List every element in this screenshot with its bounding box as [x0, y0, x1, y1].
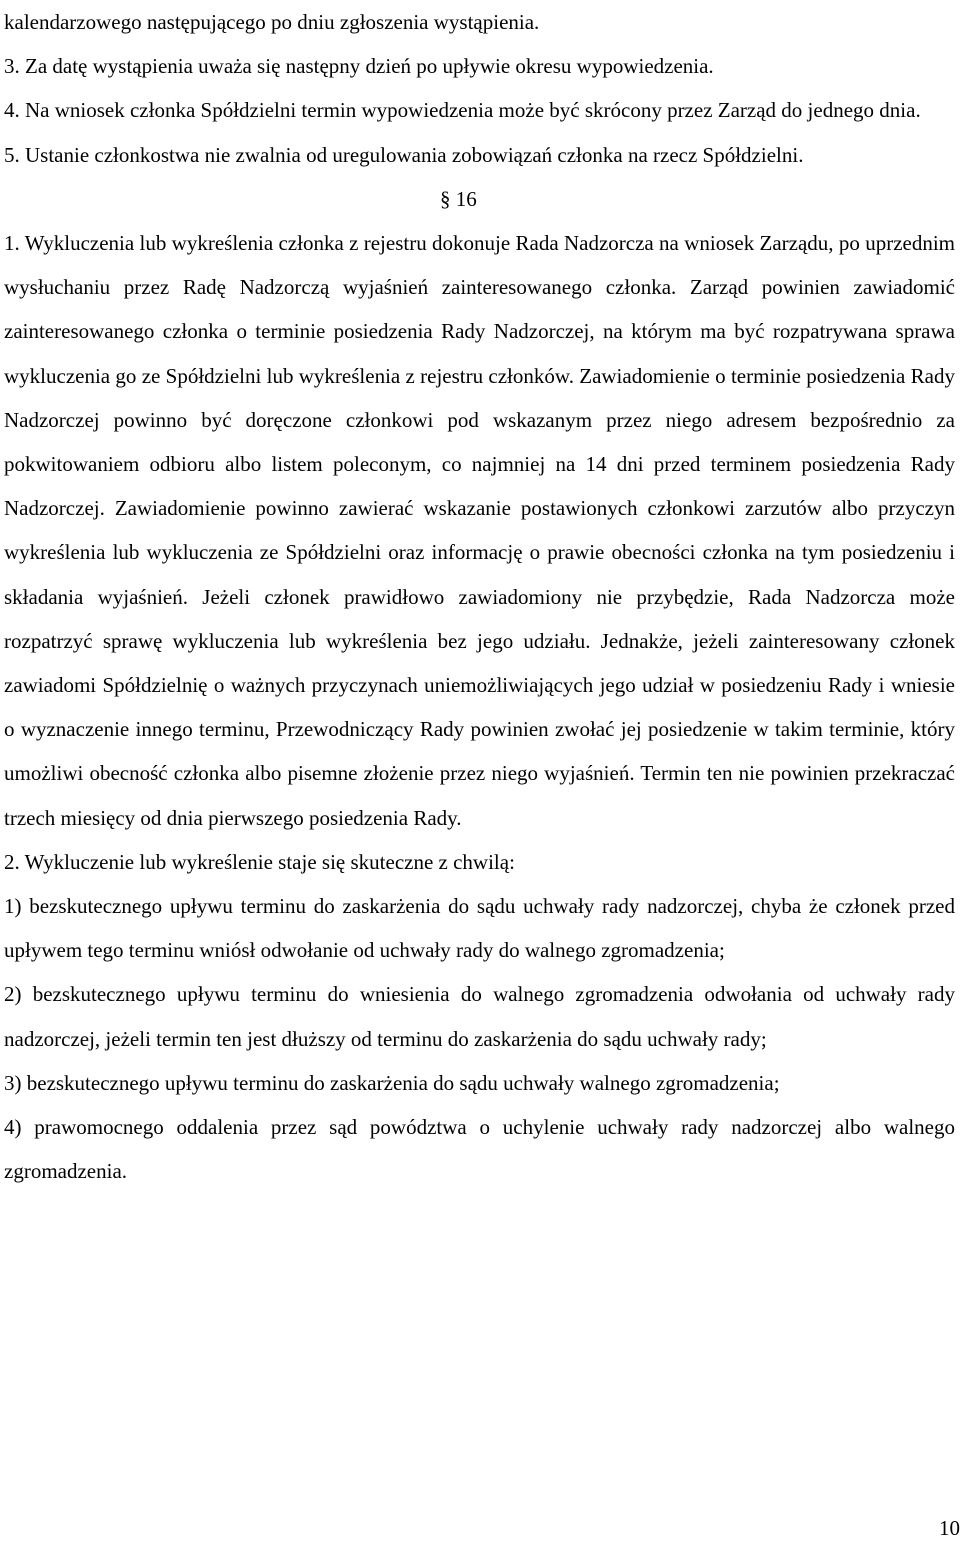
- paragraph-item-5: 5. Ustanie członkostwa nie zwalnia od uregulowania zobowiązań członka na rzecz Spółdzielni.: [4, 142, 804, 167]
- paragraph-item-3: 3. Za datę wystąpienia uważa się następny dzień po upływie okresu wypowiedzenia.: [4, 54, 714, 79]
- document-body: [4, 0, 955, 1193]
- list-item-2: 2) bezskutecznego upływu terminu do wniesienia do walnego zgromadzenia odwołania od uchwały rady nadzorczej, jeżeli termin ten jest dłuższy od terminu do zaskarżenia do sądu uchwały rady;: [4, 982, 955, 1051]
- paragraph-item-4: 4. Na wniosek członka Spółdzielni termin wypowiedzenia może być skrócony przez Zarząd do jednego dnia.: [4, 98, 921, 123]
- list-item-1: 1) bezskutecznego upływu terminu do zaskarżenia do sądu uchwały rady nadzorczej, chyba że członek przed upływem tego terminu wniósł odwołanie od uchwały rady do walnego zgromadzenia;: [4, 894, 955, 963]
- list-item-3: 3) bezskutecznego upływu terminu do zaskarżenia do sądu uchwały walnego zgromadzenia;: [4, 1070, 780, 1095]
- section-heading: § 16: [440, 186, 477, 211]
- paragraph-section-16-item-1: 1. Wykluczenia lub wykreślenia członka z rejestru dokonuje Rada Nadzorcza na wniosek Zarządu, po uprzednim wysłuchaniu przez Radę Nadzorczą wyjaśnień zainteresowanego członka. Zarząd powinien zawiadomić zainteresowanego członka o terminie posiedzenia Rady Nadzorczej, na którym ma być rozpatrywana sprawa wykluczenia go ze Spółdzielni lub wykreślenia z rejestru członków. Zawiadomienie o terminie posiedzenia Rady Nadzorczej powinno być doręczone członkowi pod wskazanym przez niego adresem bezpośrednio za pokwitowaniem odbioru albo listem poleconym, co najmniej na 14 dni przed terminem posiedzenia Rady Nadzorczej. Zawiadomienie powinno zawierać wskazanie postawionych członkowi zarzutów albo przyczyn wykreślenia lub wykluczenia ze Spółdzielni oraz informację o prawie obecności członka na tym posiedzeniu i składania wyjaśnień. Jeżeli członek prawidłowo zawiadomiony nie przybędzie, Rada Nadzorcza może rozpatrzyć sprawę wykluczenia lub wykreślenia bez jego udziału. Jednakże, jeżeli zainteresowany członek zawiadomi Spółdzielnię o ważnych przyczynach uniemożliwiających jego udział w posiedzeniu Rady i wniesie o wyznaczenie innego terminu, Przewodniczący Rady powinien zwołać jej posiedzenie w takim terminie, który umożliwi obecność członka albo pisemne złożenie przez niego wyjaśnień. Termin ten nie powinien przekraczać trzech miesięcy od dnia pierwszego posiedzenia Rady.: [4, 231, 955, 830]
- page-number: 10: [939, 1516, 960, 1540]
- paragraph-continuation: kalendarzowego następującego po dniu zgłoszenia wystąpienia.: [4, 10, 540, 34]
- list-item-4: 4) prawomocnego oddalenia przez sąd powództwa o uchylenie uchwały rady nadzorczej albo walnego zgromadzenia.: [4, 1115, 955, 1184]
- paragraph-section-16-item-2: 2. Wykluczenie lub wykreślenie staje się skuteczne z chwilą:: [4, 849, 515, 874]
